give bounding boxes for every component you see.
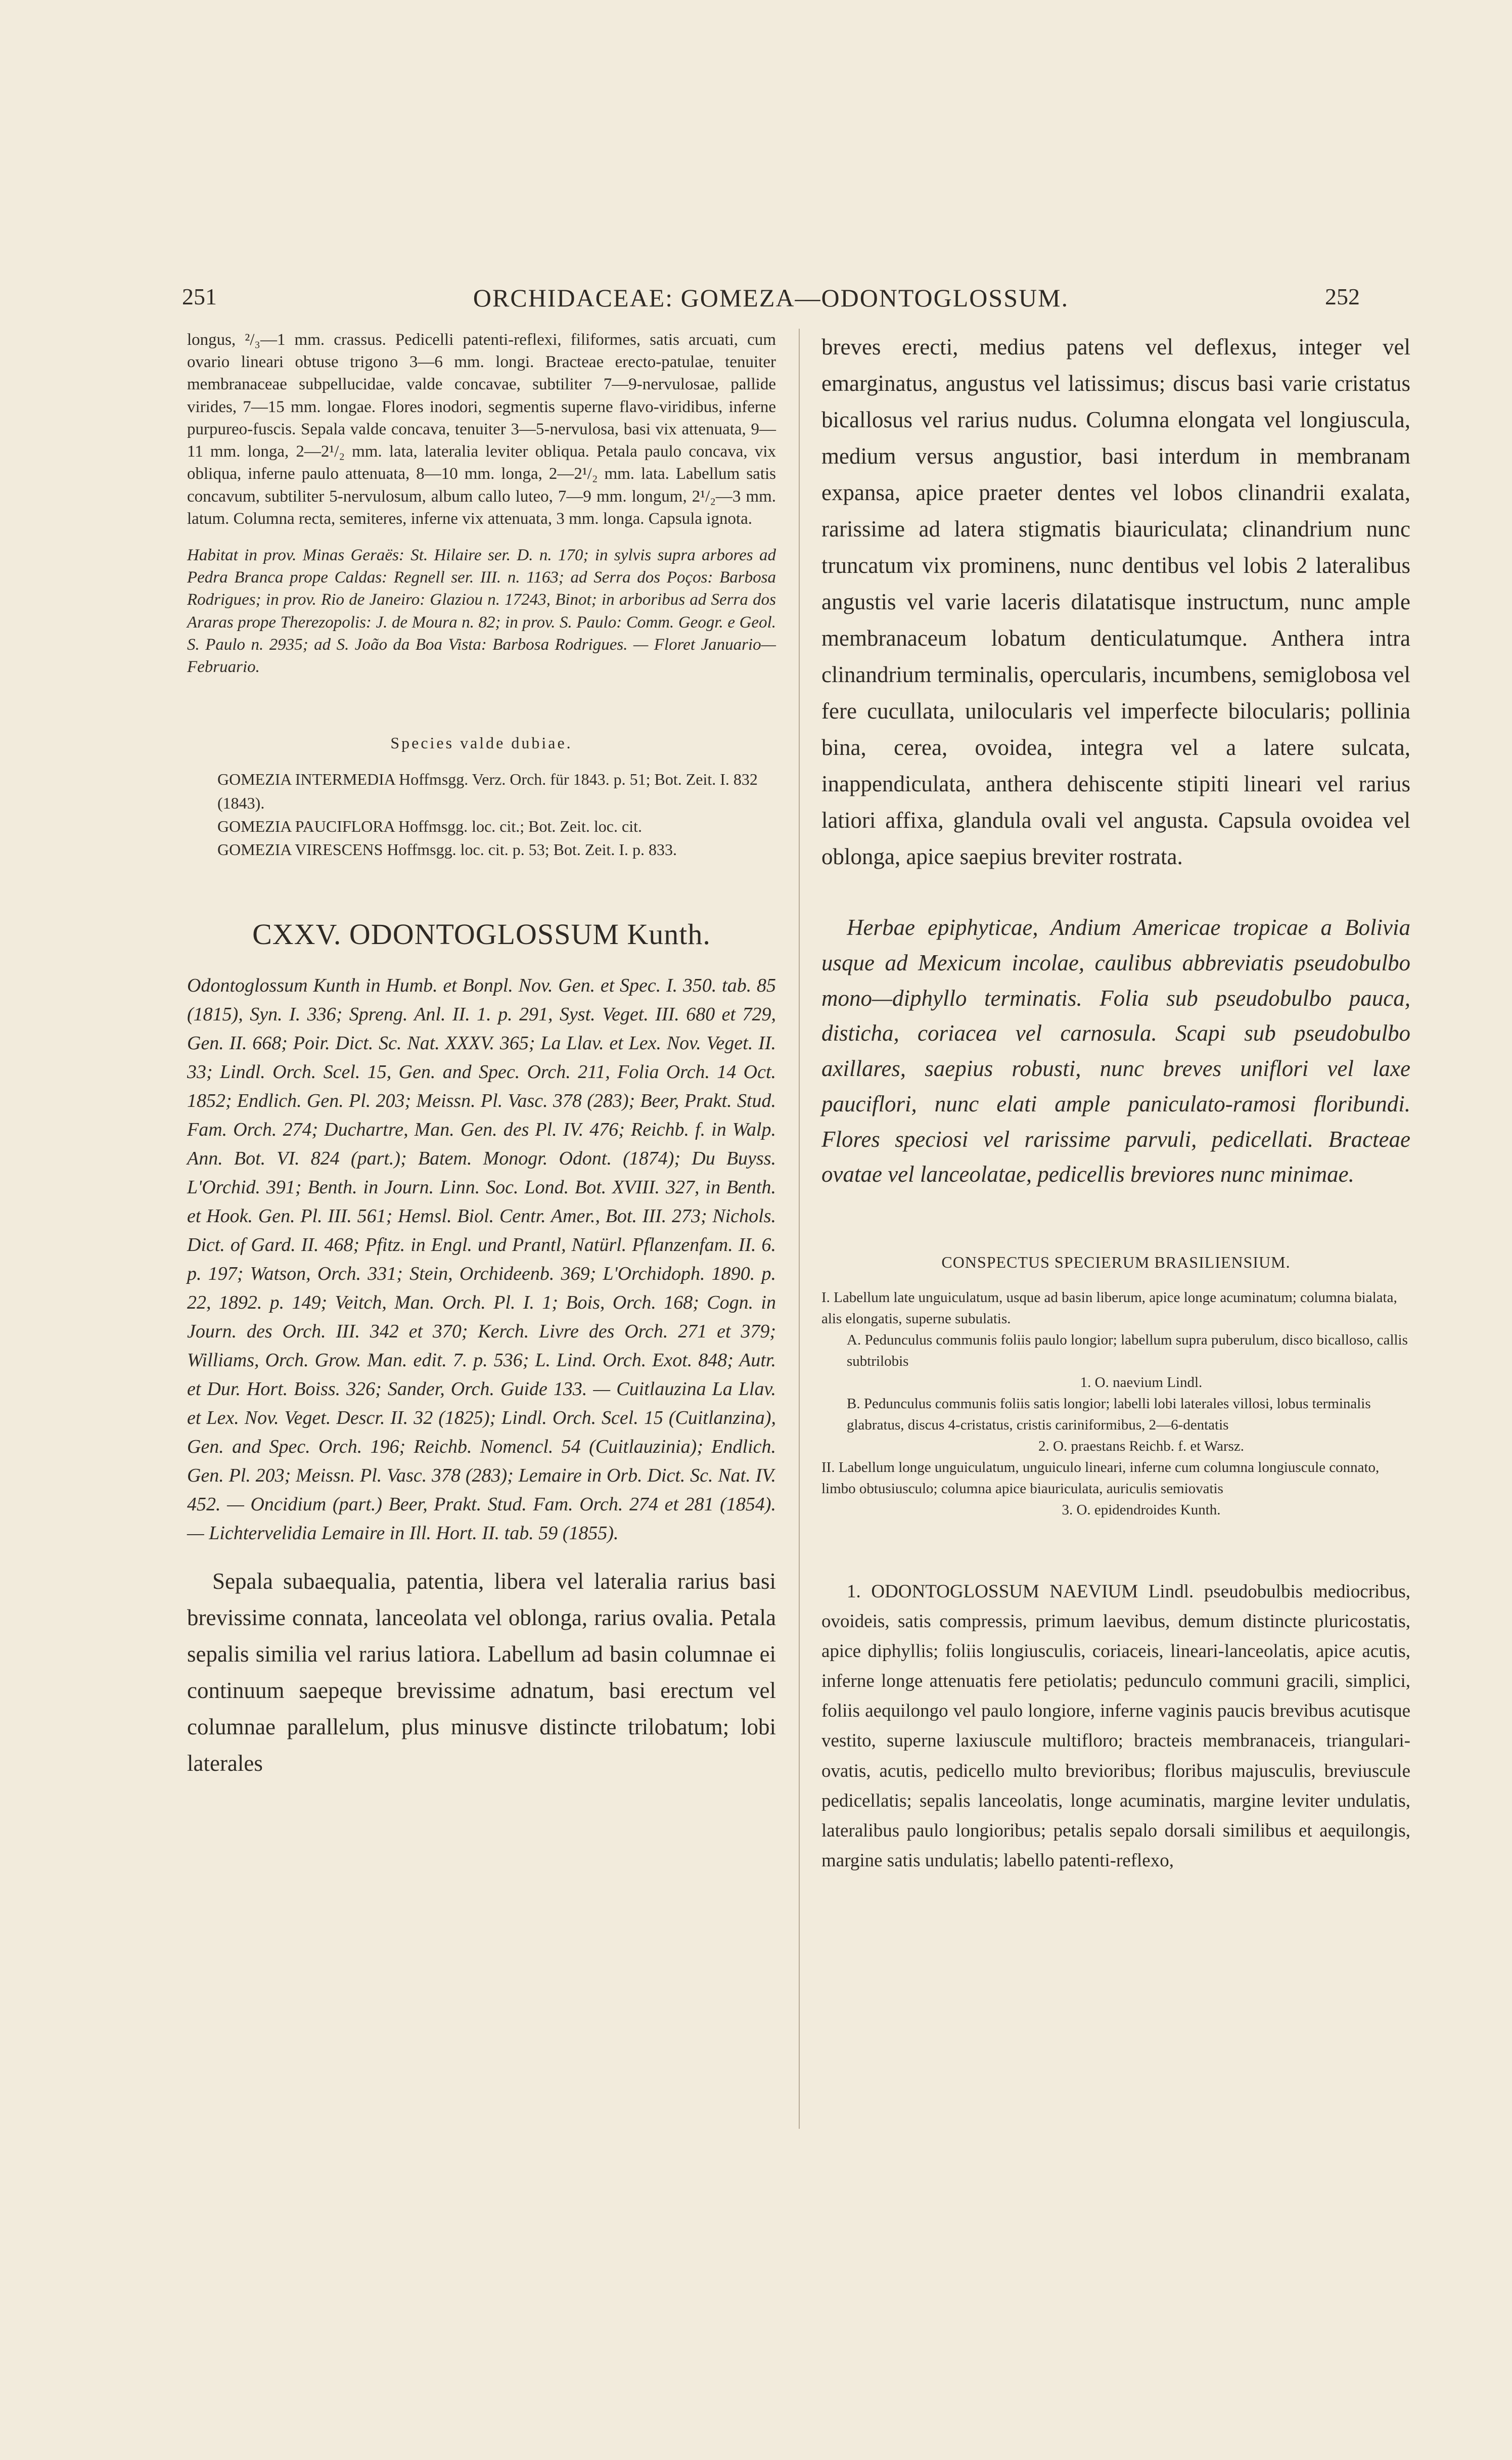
key-result: 2. O. praestans Reichb. f. et Warsz. <box>1038 1438 1245 1455</box>
genus-description: Sepala subaequalia, patentia, libera vel lateralia rarius basi brevissime connata, lanceolata vel oblonga, rarius ovalia. Petala sepalis similia vel rarius latiora. Labellum ad basin columnae ei continuum saepeque brevissime adnatum, basi erectum vel columnae parallelum, plus minusve distincte trilobatum; lobi laterales <box>187 1568 776 1776</box>
conspectus-heading: CONSPECTUS SPECIERUM BRASILIENSIUM. <box>941 1253 1291 1271</box>
column-divider <box>799 329 800 2129</box>
key-result: 1. O. naevium Lindl. <box>1080 1374 1203 1391</box>
page-number-right: 252 <box>1325 284 1360 309</box>
dubious-species-item: GOMEZIA INTERMEDIA Hoffmsgg. Verz. Orch. für 1843. p. 51; Bot. Zeit. I. 832 (1843). <box>217 770 758 812</box>
key-result: 3. O. epidendroides Kunth. <box>1062 1502 1221 1518</box>
right-column <box>821 329 1410 1875</box>
key-line: II. Labellum longe unguiculatum, unguiculo lineari, inferne cum columna longiuscule connato, limbo obtusiusculo; columna apice biauriculata, auriculis semiovatis <box>821 1459 1380 1497</box>
running-title: ORCHIDACEAE: GOMEZA—ODONTOGLOSSUM. <box>473 284 1069 312</box>
genus-heading: CXXV. ODONTOGLOSSUM Kunth. <box>252 917 711 951</box>
genus-description-continued: breves erecti, medius patens vel deflexus, integer vel emarginatus, angustus vel latissimus; discus basi varie cristatus bicallosus vel rarius nudus. Columna elongata vel longiuscula, medium versus angustior, basi interdum in membranam expansa, apice praeter dentes vel lobos clinandrii exalata, rarissime ad latera stigmatis biauriculata; clinandrium nunc truncatum vix prominens, nunc dentibus vel lobis 2 lateralibus angustis vel varie laceris dilatatisque instructum, nunc ample membranaceum lobatum denticulatumque. Anthera intra clinandrium terminalis, opercularis, incumbens, semiglobosa vel fere cucullata, unilocularis vel imperfecte bilocularis; pollinia bina, cerea, ovoidea, integra vel a latere sulcata, inappendiculata, anthera dehiscente stipiti lineari vel rarius latiori affixa, glandula ovali vel angusta. Capsula ovoidea vel oblonga, apice saepius breviter rostrata. <box>821 334 1410 869</box>
page-number-left: 251 <box>182 284 217 309</box>
species-key <box>821 1287 1410 1521</box>
page-header <box>182 283 1360 319</box>
habitat-paragraph: Habitat in prov. Minas Geraës: St. Hilaire ser. D. n. 170; in sylvis supra arbores ad Pedra Branca prope Caldas: Regnell ser. III. n. 1163; ad Serra dos Poços: Barbosa Rodrigues; in prov. Rio de Janeiro: Glaziou n. 17243, Binot; in arboribus ad Serra dos Araras prope Therezopolis: J. de Moura n. 82; in prov. S. Paulo: Comm. Geogr. e Geol. S. Paulo n. 2935; ad S. João da Boa Vista: Barbosa Rodrigues. — Floret Januario—Februario. <box>187 546 776 677</box>
species-description: 1. ODONTOGLOSSUM NAEVIUM Lindl. pseudobulbis mediocribus, ovoideis, satis compressis, primum laevibus, demum distincte pluricostatis, apice diphyllis; foliis longiusculis, coriaceis, lineari-lanceolatis, apice acutis, inferne longe attenuatis fere petiolatis; pedunculo communi gracili, simplici, foliis aequilongo vel paulo longiore, inferne vaginis paucis brevibus acutisque vestito, superne laxiuscule multifloro; bracteis membranaceis, triangulari-ovatis, acutis, pedicello multo brevioribus; floribus majusculis, breviuscule pedicellatis; sepalis lanceolatis, longe acuminatis, margine leviter undulatis, lateralibus paulo longioribus; petalis sepalo dorsali similibus et aequilongis, margine satis undulatis; labello patenti-reflexo, <box>821 1581 1410 1871</box>
key-line: I. Labellum late unguiculatum, usque ad basin liberum, apice longe acuminatum; columna bialata, alis elongatis, superne subulatis. <box>821 1289 1397 1327</box>
left-column <box>187 329 776 1781</box>
herbae-paragraph: Herbae epiphyticae, Andium Americae tropicae a Bolivia usque ad Mexicum incolae, caulibus abbreviatis pseudobulbo mono—diphyllo terminatis. Folia sub pseudobulbo pauca, disticha, coriacea vel carnosula. Scapi sub pseudobulbo axillares, saepius robusti, nunc breves uniflori vel laxe pauciflori, nunc elati ample paniculato-ramosi floribundi. Flores speciosi vel rarissime parvuli, pedicellati. Bracteae ovatae vel lanceolatae, pedicellis breviores nunc minimae. <box>821 915 1410 1187</box>
dubious-species-heading: Species valde dubiae. <box>390 734 573 752</box>
key-line: B. Pedunculus communis foliis satis longior; labelli lobi laterales villosi, lobus terminalis glabratus, discus 4-cristatus, cristis cariniformibus, 2—6-dentatis <box>847 1396 1371 1434</box>
description-continued: longus, ²/₃—1 mm. crassus. Pedicelli patenti-reflexi, filiformes, satis arcuati, cum ovario lineari obtuse trigono 3—6 mm. longi. Bracteae erecto-patulae, tenuiter membranaceae subpellucidae, valde concavae, subtiliter 7—9-nervulosae, pallide virides, 7—15 mm. longae. Flores inodori, segmentis superne flavo-viridibus, inferne purpureo-fuscis. Sepala valde concava, tenuiter 3—5-nervulosa, basi vix attenuata, 9—11 mm. longa, 2—2¹/₂ mm. lata, lateralia leviter obliqua. Petala paulo concava, vix obliqua, inferne paulo attenuata, 8—10 mm. longa, 2—2¹/₂ mm. lata. Labellum satis concavum, subtiliter 5-nervulosum, album callo luteo, 7—9 mm. longum, 2¹/₂—3 mm. latum. Columna recta, semiteres, inferne vix attenuata, 3 mm. longa. Capsula ignota. <box>187 331 776 528</box>
dubious-species-item: GOMEZIA VIRESCENS Hoffmsgg. loc. cit. p. 53; Bot. Zeit. I. p. 833. <box>217 840 677 859</box>
dubious-species-item: GOMEZIA PAUCIFLORA Hoffmsgg. loc. cit.; Bot. Zeit. loc. cit. <box>217 817 642 836</box>
key-line: A. Pedunculus communis foliis paulo longior; labellum supra puberulum, disco bicalloso, callis subtrilobis <box>847 1332 1408 1370</box>
genus-synonymy: Odontoglossum Kunth in Humb. et Bonpl. Nov. Gen. et Spec. I. 350. tab. 85 (1815), Syn. I. 336; Spreng. Anl. II. 1. p. 291, Syst. Veget. III. 680 et 729, Gen. II. 668; Poir. Dict. Sc. Nat. XXXV. 365; La Llav. et Lex. Nov. Veget. II. 33; Lindl. Orch. Scel. 15, Gen. and Spec. Orch. 211, Folia Orch. 14 Oct. 1852; Endlich. Gen. Pl. 203; Meissn. Pl. Vasc. 378 (283); Beer, Prakt. Stud. Fam. Orch. 274; Duchartre, Man. Gen. des Pl. IV. 476; Reichb. f. in Walp. Ann. Bot. VI. 824 (part.); Batem. Monogr. Odont. (1874); Du Buyss. L'Orchid. 391; Benth. in Journ. Linn. Soc. Lond. Bot. XVIII. 327, in Benth. et Hook. Gen. Pl. III. 561; Hemsl. Biol. Centr. Amer., Bot. III. 273; Nichols. Dict. of Gard. II. 468; Pfitz. in Engl. und Prantl, Natürl. Pflanzenfam. II. 6. p. 197; Watson, Orch. 331; Stein, Orchideenb. 369; L'Orchidoph. 1890. p. 22, 1892. p. 149; Veitch, Man. Orch. Pl. I. 1; Bois, Orch. 168; Cogn. in Journ. des Orch. III. 342 et 370; Kerch. Livre des Orch. 271 et 379; Williams, Orch. Grow. Man. edit. 7. p. 536; L. Lind. Orch. Exot. 848; Autr. et Dur. Hort. Boiss. 326; Sander, Orch. Guide 133. — Cuitlauzina La Llav. et Lex. Nov. Veget. Descr. II. 32 (1825); Lindl. Orch. Scel. 15 (Cuitlanzina), Gen. and Spec. Orch. 196; Reichb. Nomencl. 54 (Cuitlauzinia); Endlich. Gen. Pl. 203; Meissn. Pl. Vasc. 378 (283); Lemaire in Orb. Dict. Sc. Nat. IV. 452. — Oncidium (part.) Beer, Prakt. Stud. Fam. Orch. 274 et 281 (1854). — Lichtervelidia Lemaire in Ill. Hort. II. tab. 59 (1855). <box>187 974 776 1544</box>
